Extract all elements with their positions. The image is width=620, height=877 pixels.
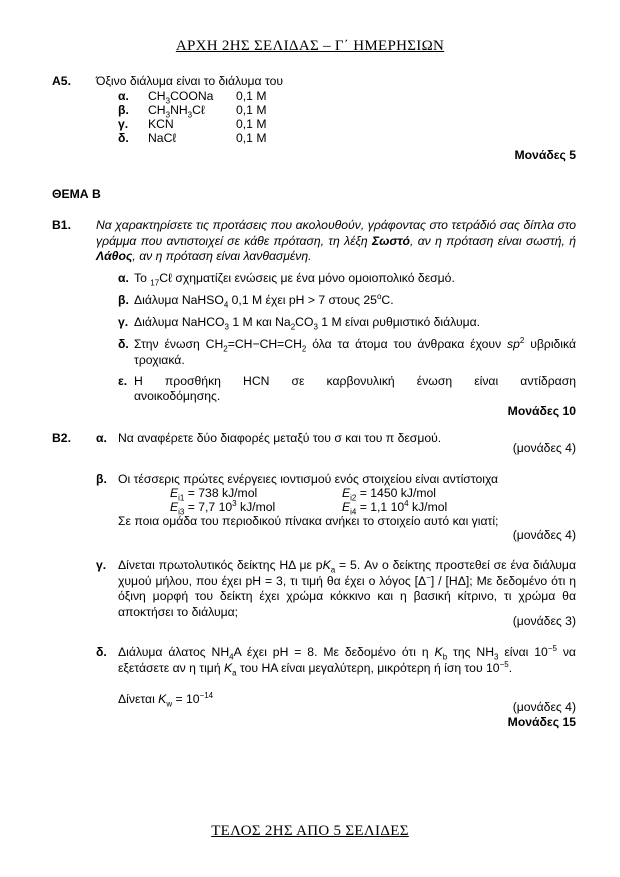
b1-item-text: Διάλυμα NaHCO$_3$ 1 M και $Na_2CO_3$ 1 M είναι ρυθμιστικό διάλυμα. xyxy=(134,315,481,332)
ionization-energy: $E_{i3} = 7,7$ $10^3$ kJ/mol xyxy=(170,498,276,517)
ionization-energy: $E_{i1} = 738$ kJ/mol xyxy=(170,486,258,503)
b1-instructions: Να χαρακτηρίσετε τις προτάσεις που ακολουθούν, γράφοντας στο τετράδιό σας δίπλα στο γράμμα που αντιστοιχεί σε κάθε πρόταση, τη λέξη Σωστό, αν η πρόταση είναι σωστή, ή Λάθος, αν η πρόταση είναι λανθασμένη. xyxy=(96,218,577,263)
b2-item-letter: δ. xyxy=(96,645,107,659)
a5-option-formula: $CH_3NH_3C\ell$ xyxy=(148,103,205,120)
b1-item-letter: γ. xyxy=(118,315,129,329)
b2b-marks: (μονάδες 4) xyxy=(512,528,576,542)
question-a5-text: Όξινο διάλυμα είναι το διάλυμα του xyxy=(96,74,284,88)
b2d-marks: (μονάδες 4) xyxy=(512,700,576,714)
b1-item-text-cont: ανοικοδόμησης. xyxy=(134,389,221,403)
question-a5-label: Α5. xyxy=(52,74,71,88)
a5-option-conc: 0,1 Μ xyxy=(236,103,267,117)
a5-option-formula: NaCℓ xyxy=(148,131,177,145)
b1-item-letter: β. xyxy=(118,293,129,307)
b2-item-text: Οι τέσσερις πρώτες ενέργειες ιοντισμού ενός στοιχείου είναι αντίστοιχα xyxy=(118,472,499,486)
b1-item-letter: ε. xyxy=(118,374,128,388)
a5-option-letter: δ. xyxy=(118,131,129,145)
a5-marks: Μονάδες 5 xyxy=(514,148,576,162)
a5-option-conc: 0,1 Μ xyxy=(236,131,267,145)
kw-given: Δίνεται $K_w = 10^{-14}$ xyxy=(118,690,214,709)
b2-item-letter: α. xyxy=(96,431,107,445)
ionization-energy: $E_{i2} = 1450$ kJ/mol xyxy=(342,486,436,503)
b1-item-text: Η προσθήκη HCN σε καρβονυλική ένωση είναι αντίδραση xyxy=(134,374,576,388)
b1-item-text: Στην ένωση $CH_2=CH-CH=CH_2$ όλα τα άτομα του άνθρακα έχουν $sp^2$ υβριδικά τροχιακά. xyxy=(134,335,577,367)
a5-option-conc: 0,1 Μ xyxy=(236,117,267,131)
b2c-marks: (μονάδες 3) xyxy=(512,614,576,628)
a5-option-letter: β. xyxy=(118,103,129,117)
b2-item-text: Δίνεται πρωτολυτικός δείκτης ΗΔ με $pK_a = 5$. Αν ο δείκτης προστεθεί σε ένα διάλυμα χυμού μήλου, που έχει pH = 3, τι τιμή θα έχει ο λόγος [Δ−] / [ΗΔ]; Με δεδομένο ότι η όξινη μορφή του δείκτη έχει χρώμα κόκκινο και η βασική κίτρινο, τι χρώμα θα αποκτήσει το διάλυμα; xyxy=(118,558,576,619)
a5-option-formula: KCN xyxy=(148,117,174,131)
b1-item-text: Το $_{17}$Cℓ σχηματίζει ενώσεις με ένα μόνο ομοιοπολικό δεσμό. xyxy=(134,271,455,288)
page-header: ΑΡΧΗ 2ΗΣ ΣΕΛΙΔΑΣ – Γ΄ ΗΜΕΡΗΣΙΩΝ xyxy=(175,38,445,54)
a5-option-conc: 0,1 Μ xyxy=(236,89,267,103)
b2-item-text: Σε ποια ομάδα του περιοδικού πίνακα ανήκει το στοιχείο αυτό και γιατί; xyxy=(118,514,499,528)
b2-item-text: Διάλυμα άλατος $NH_4A$ έχει pH = 8. Με δεδομένο ότι η $K_b$ της $NH_3$ είναι $10^{-5}$ να εξετάσετε αν η τιμή $K_a$ του ΗΑ είναι μεγαλύτερη, μικρότερη ή ίση του $10^{-5}$. xyxy=(118,643,576,677)
theme-b-title: ΘΕΜΑ Β xyxy=(52,187,101,201)
b1-item-letter: α. xyxy=(118,271,129,285)
b2-total-marks: Μονάδες 15 xyxy=(507,715,576,729)
a5-option-letter: γ. xyxy=(118,117,129,131)
ionization-energy: $E_{i4} = 1,1$ $10^4$ kJ/mol xyxy=(342,498,448,517)
b2-item-text: Να αναφέρετε δύο διαφορές μεταξύ του σ και του π δεσμού. xyxy=(118,431,442,445)
b2a-marks: (μονάδες 4) xyxy=(512,441,576,455)
a5-option-letter: α. xyxy=(118,89,129,103)
b1-marks: Μονάδες 10 xyxy=(507,404,576,418)
b1-item-letter: δ. xyxy=(118,337,129,351)
b2-item-letter: β. xyxy=(96,472,107,486)
page-footer: ΤΕΛΟΣ 2ΗΣ ΑΠΟ 5 ΣΕΛΙΔΕΣ xyxy=(211,823,409,839)
b1-item-text: Διάλυμα NaHSO$_4$ 0,1 M έχει pH > 7 στους 25$^o$C. xyxy=(134,291,394,310)
question-b1-label: Β1. xyxy=(52,218,71,232)
b2-item-letter: γ. xyxy=(96,558,107,572)
question-b2-label: Β2. xyxy=(52,431,71,445)
a5-option-formula: $CH_3COONa$ xyxy=(148,89,214,106)
